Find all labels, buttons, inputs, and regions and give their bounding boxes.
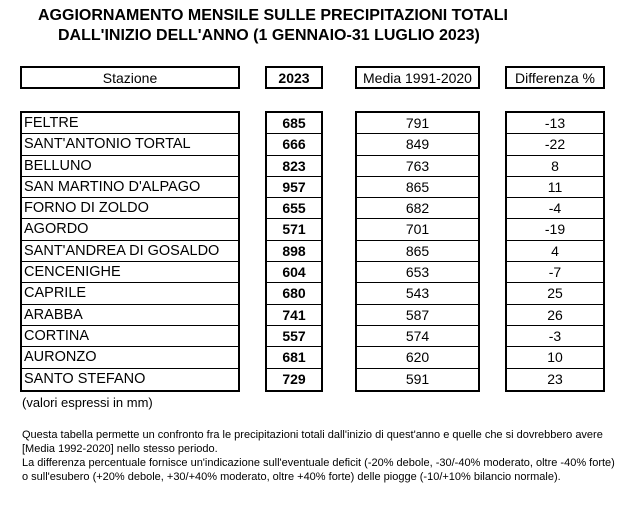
cell-media: 682	[357, 198, 478, 219]
cell-diff: -19	[507, 219, 603, 240]
cell-year: 823	[267, 156, 321, 177]
description	[22, 428, 622, 484]
cell-media: 865	[357, 241, 478, 262]
cell-stazione: CORTINA	[22, 326, 238, 347]
cell-media: 791	[357, 113, 478, 134]
column-diff	[505, 111, 605, 392]
cell-media: 543	[357, 283, 478, 304]
column-media	[355, 111, 480, 392]
cell-stazione: SANT'ANDREA DI GOSALDO	[22, 241, 238, 262]
unit-note: (valori espressi in mm)	[22, 395, 153, 410]
cell-stazione: SANT'ANTONIO TORTAL	[22, 134, 238, 155]
title-line-1: AGGIORNAMENTO MENSILE SULLE PRECIPITAZIONI TOTALI	[38, 7, 508, 24]
cell-stazione: SANTO STEFANO	[24, 370, 146, 387]
description-paragraph-2: La differenza percentuale fornisce un'indicazione sull'eventuale deficit (-20% debole, -30/-40% moderato, oltre -40% forte) o sull'esubero (+20% debole, +30/+40% moderato, oltre +40% forte) delle piogge (-10/+10% bilancio normale).	[22, 457, 615, 483]
cell-stazione: BELLUNO	[22, 156, 238, 177]
cell-year: 666	[267, 134, 321, 155]
cell-media: 591	[405, 370, 430, 387]
cell-media: 587	[357, 305, 478, 326]
cell-diff: 26	[507, 305, 603, 326]
title-line-2: DALL'INIZIO DELL'ANNO (1 GENNAIO-31 LUGLIO 2023)	[58, 27, 480, 44]
cell-diff: 23	[547, 370, 563, 387]
cell-diff: 11	[507, 177, 603, 198]
cell-media: 865	[357, 177, 478, 198]
cell-diff: 4	[507, 241, 603, 262]
column-stazione	[20, 111, 240, 392]
cell-media: 653	[357, 262, 478, 283]
cell-media: 701	[357, 219, 478, 240]
cell-stazione: AURONZO	[22, 347, 238, 368]
description-paragraph-1: Questa tabella permette un confronto fra le precipitazioni totali dall'inizio di quest'anno e quelle che si dovrebbero avere [Media 1992-2020] nello stesso periodo.	[22, 429, 603, 455]
cell-diff: -7	[507, 262, 603, 283]
column-year	[265, 111, 323, 392]
cell-stazione: FORNO DI ZOLDO	[22, 198, 238, 219]
cell-diff: -4	[507, 198, 603, 219]
cell-year: 557	[267, 326, 321, 347]
cell-stazione: AGORDO	[22, 219, 238, 240]
cell-year: 898	[267, 241, 321, 262]
cell-year: 729	[282, 370, 306, 387]
cell-diff: 8	[507, 156, 603, 177]
cell-stazione: CAPRILE	[22, 283, 238, 304]
cell-media: 620	[357, 347, 478, 368]
cell-media: 849	[357, 134, 478, 155]
cell-year: 685	[267, 113, 321, 134]
cell-year: 741	[267, 305, 321, 326]
cell-year: 571	[267, 219, 321, 240]
cell-media: 763	[357, 156, 478, 177]
cell-stazione: SAN MARTINO D'ALPAGO	[22, 177, 238, 198]
cell-diff: -22	[507, 134, 603, 155]
header-media: Media 1991-2020	[355, 66, 480, 89]
cell-year: 680	[267, 283, 321, 304]
cell-media: 574	[357, 326, 478, 347]
cell-diff: 10	[507, 347, 603, 368]
cell-year: 604	[267, 262, 321, 283]
cell-diff: -3	[507, 326, 603, 347]
cell-stazione: ARABBA	[22, 305, 238, 326]
cell-diff: 25	[507, 283, 603, 304]
header-stazione: Stazione	[20, 66, 240, 89]
cell-diff: -13	[507, 113, 603, 134]
cell-stazione: CENCENIGHE	[22, 262, 238, 283]
cell-stazione: FELTRE	[22, 113, 238, 134]
header-diff: Differenza %	[505, 66, 605, 89]
cell-year: 681	[267, 347, 321, 368]
cell-year: 655	[267, 198, 321, 219]
cell-year: 957	[267, 177, 321, 198]
header-year: 2023	[265, 66, 323, 89]
